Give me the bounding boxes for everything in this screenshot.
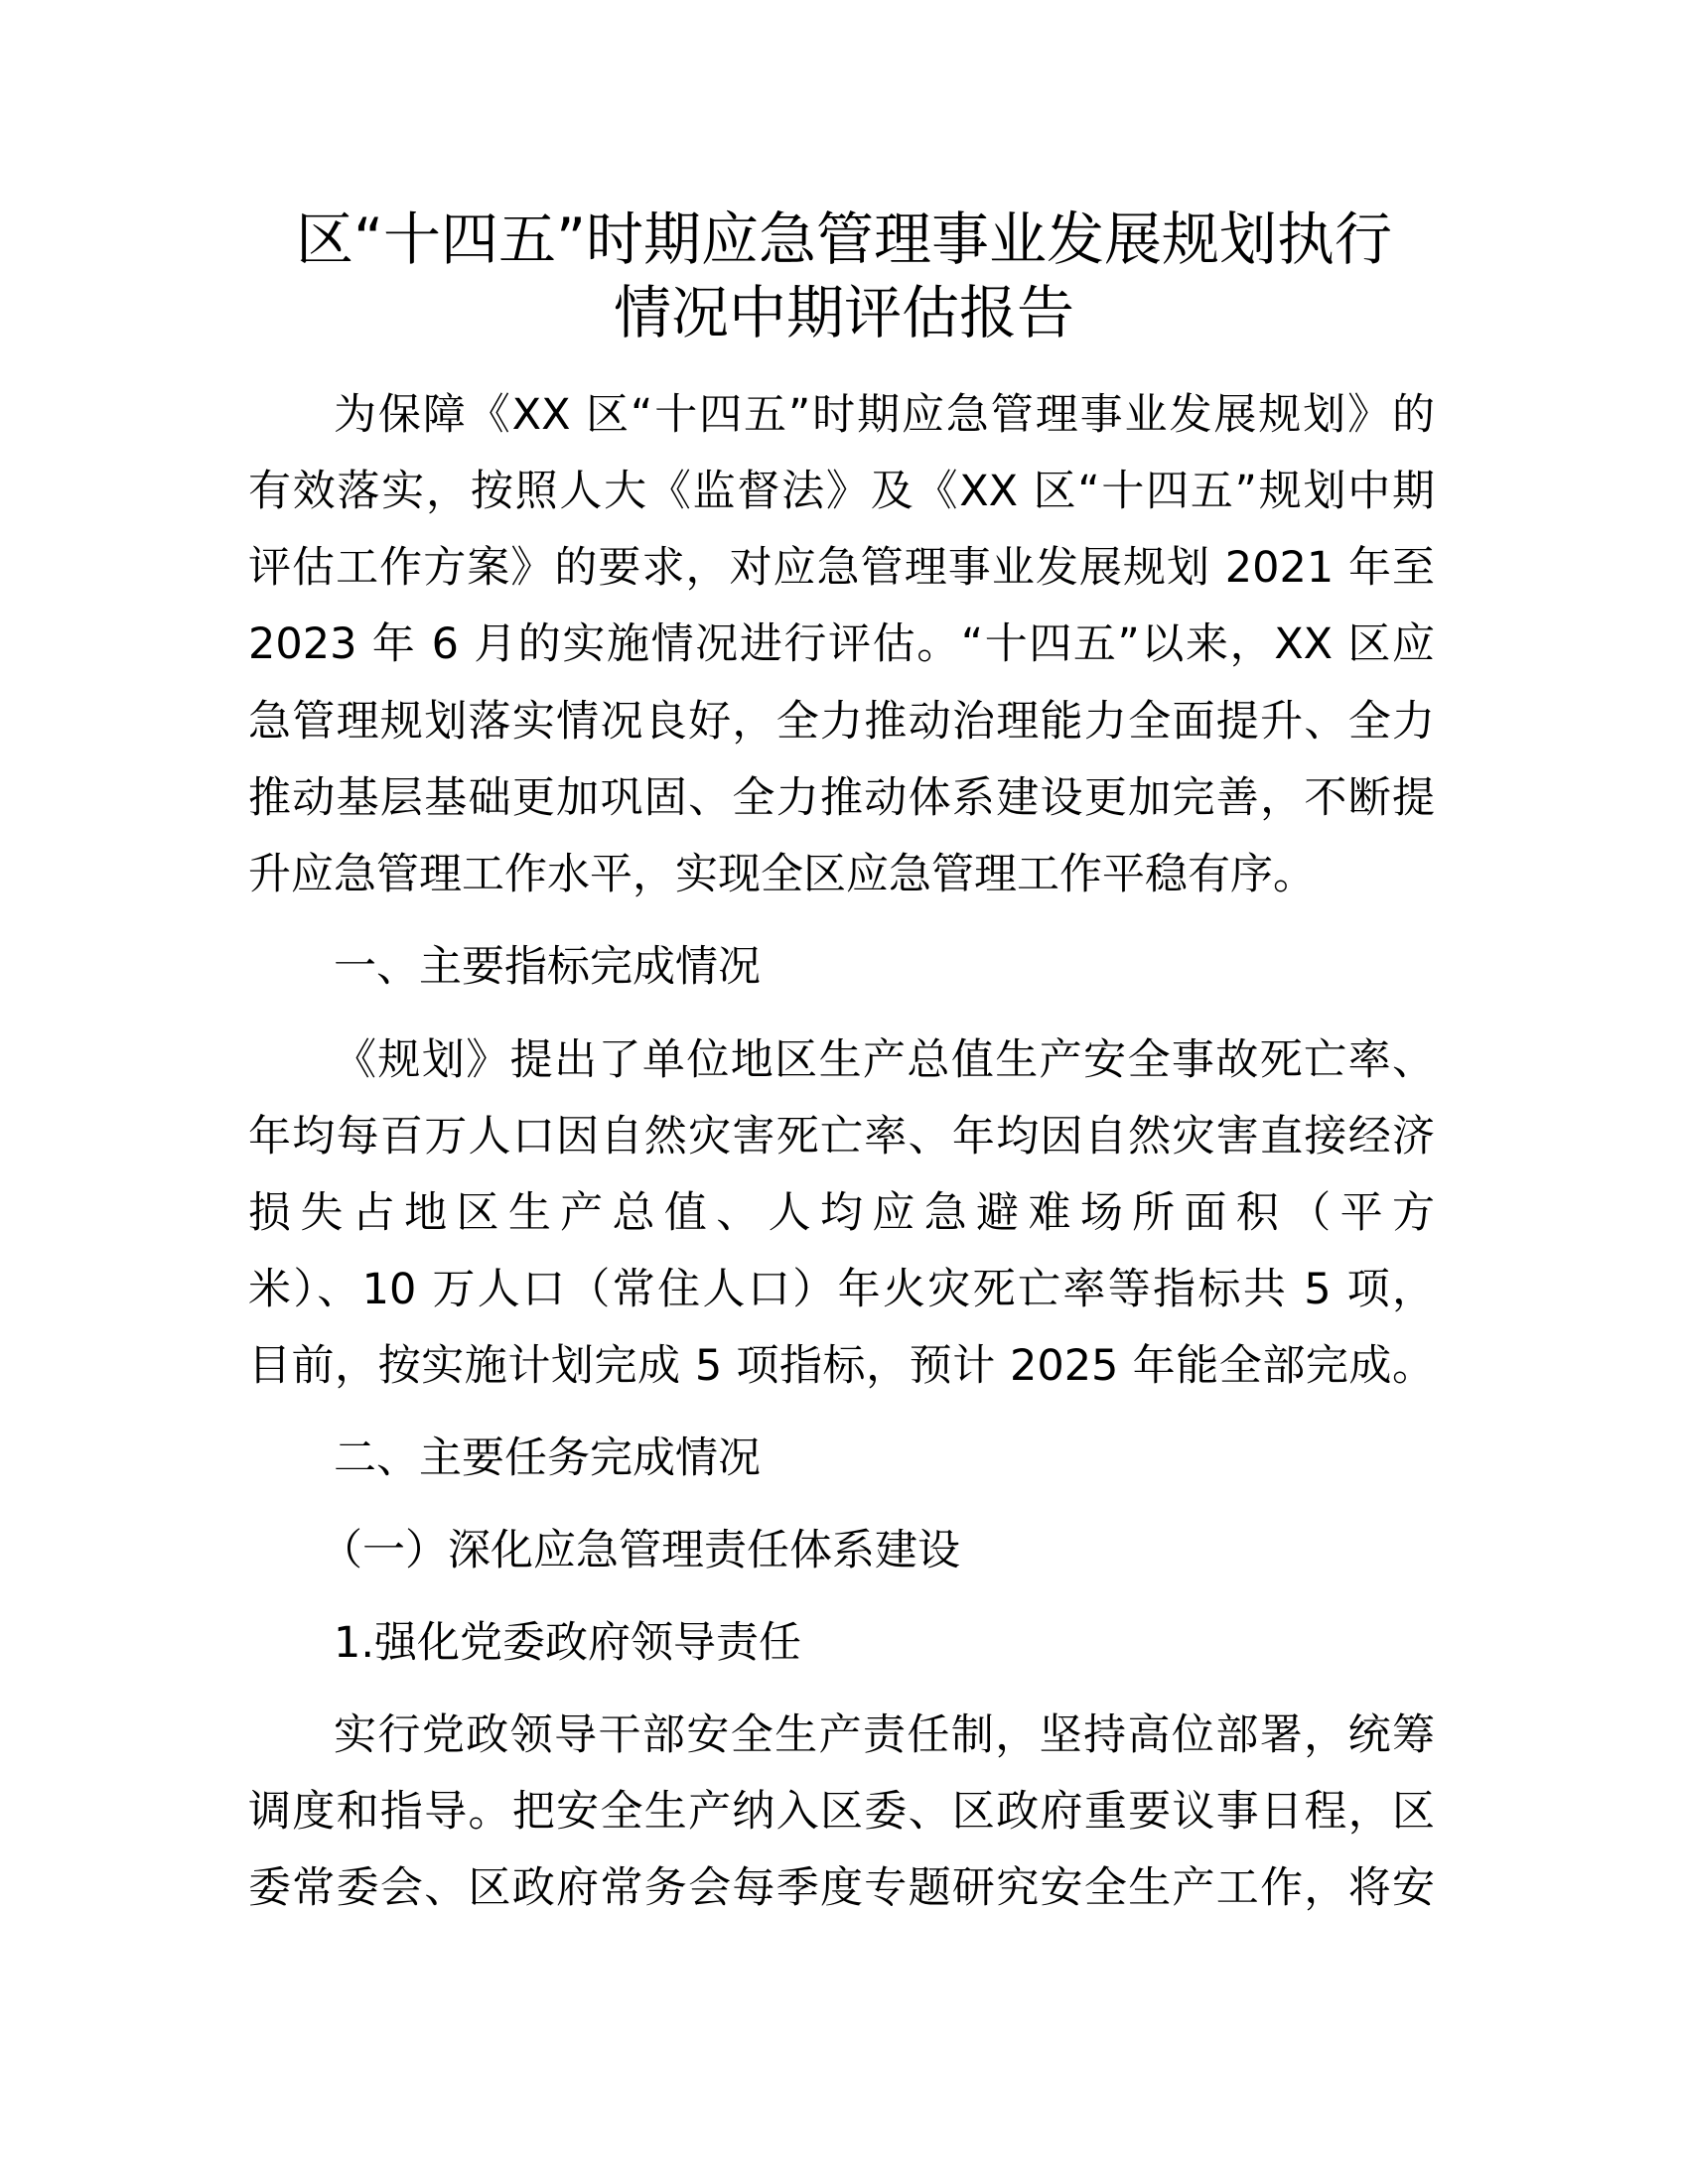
paragraph-2-line-1: 《规划》提出了单位地区生产总值生产安全事故死亡率、 [334, 1035, 1435, 1085]
paragraph-1-line-7: 升应急管理工作水平，实现全区应急管理工作平稳有序。 [248, 850, 1316, 899]
paragraph-1-line-2: 有效落实，按照人大《监督法》及《XX 区“十四五”规划中期 [248, 467, 1435, 516]
document-title-line-1: 区“十四五”时期应急管理事业发展规划执行 [295, 205, 1393, 273]
paragraph-2-line-5: 目前，按实施计划完成 5 项指标，预计 2025 年能全部完成。 [248, 1341, 1435, 1391]
paragraph-2-line-3: 损失占地区生产总值、人均应急避难场所面积（平方 [248, 1188, 1435, 1238]
section-heading-1: 一、主要指标完成情况 [334, 942, 761, 992]
paragraph-2-line-2: 年均每百万人口因自然灾害死亡率、年均因自然灾害直接经济 [248, 1112, 1435, 1161]
paragraph-3-line-3: 委常委会、区政府常务会每季度专题研究安全生产工作，将安 [248, 1863, 1435, 1913]
paragraph-3-line-2: 调度和指导。把安全生产纳入区委、区政府重要议事日程，区 [248, 1787, 1435, 1837]
paragraph-1-line-1: 为保障《XX 区“十四五”时期应急管理事业发展规划》的 [334, 390, 1435, 440]
subsection-heading-1: （一）深化应急管理责任体系建设 [320, 1526, 960, 1575]
paragraph-1-line-6: 推动基层基础更加巩固、全力推动体系建设更加完善，不断提 [248, 773, 1435, 823]
paragraph-1-line-3: 评估工作方案》的要求，对应急管理事业发展规划 2021 年至 [248, 543, 1435, 593]
paragraph-1-line-4: 2023 年 6 月的实施情况进行评估。“十四五”以来，XX 区应 [248, 619, 1435, 669]
item-heading-1: 1.强化党委政府领导责任 [334, 1618, 802, 1668]
paragraph-1-line-5: 急管理规划落实情况良好，全力推动治理能力全面提升、全力 [248, 697, 1435, 747]
paragraph-2-line-4: 米）、10 万人口（常住人口）年火灾死亡率等指标共 5 项， [248, 1265, 1435, 1314]
paragraph-3-line-1: 实行党政领导干部安全生产责任制，坚持高位部署，统筹 [334, 1710, 1435, 1760]
document-title-line-2: 情况中期评估报告 [613, 279, 1074, 346]
section-heading-2: 二、主要任务完成情况 [334, 1433, 761, 1483]
